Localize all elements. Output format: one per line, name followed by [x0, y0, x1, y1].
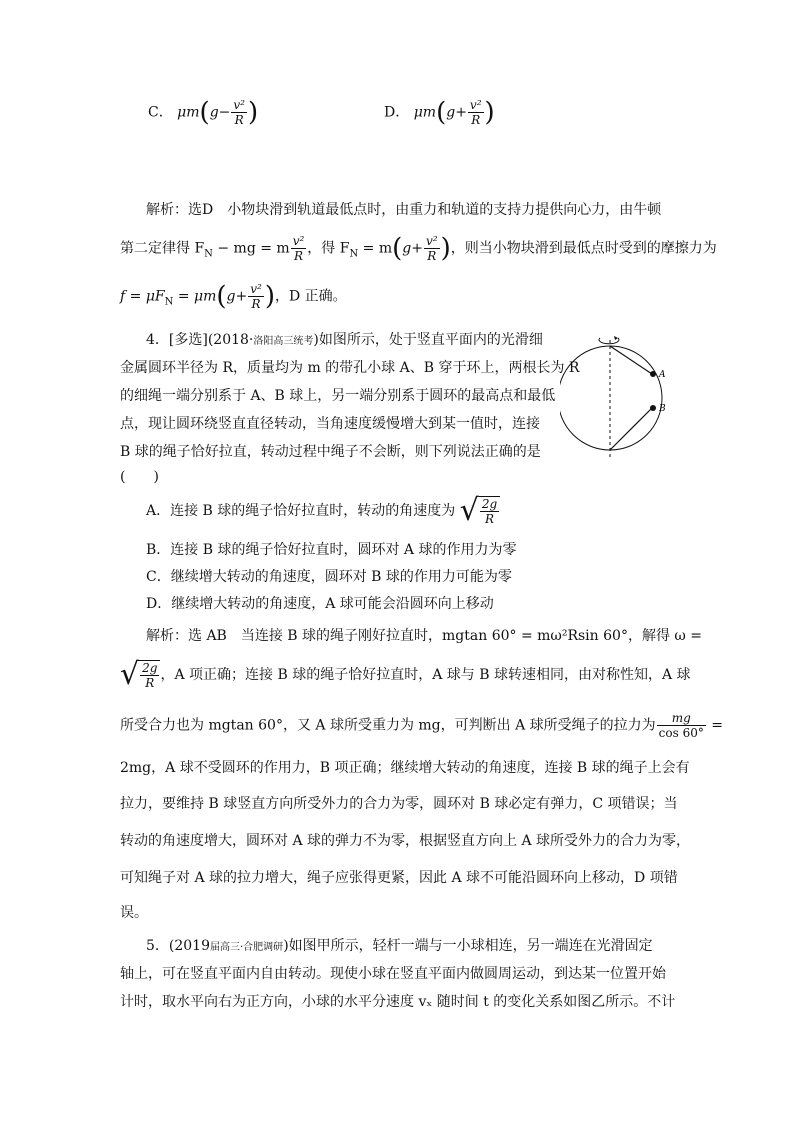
- q4-line4: 点，现让圆环绕竖直直径转动，当角速度缓慢增大到某一值时，连接: [120, 416, 540, 432]
- ball-b: [650, 405, 656, 411]
- q4-opt-a-den: R: [485, 512, 495, 526]
- option-d-den: R: [471, 113, 481, 127]
- q4-line6: ( ): [120, 469, 159, 485]
- q5-line1: [146, 935, 653, 955]
- sol4-text: 所受合力也为 mgtan 60°，又 A 球所受重力为 mg，可判断出 A 球所受绳子的拉力为: [120, 717, 656, 734]
- q4-line5: B 球的绳子恰好拉直，转动过程中绳子不会断，则下列说法正确的是: [120, 444, 541, 460]
- sol3-text: ，得 F: [307, 240, 350, 257]
- option-d: D． μm(g+ $\frac{\text{v²}}{R}$ ): [384, 97, 495, 128]
- q4-text: )如图所示，处于竖直平面内的光滑细: [313, 332, 543, 348]
- sol3-text: 第二定律得 F: [120, 240, 205, 257]
- sol3-sub: N: [349, 248, 359, 260]
- q4-line2: 金属圆环半径为 R，质量均为 m 的带孔小球 A、B 穿于环上，两根长为 R: [120, 360, 580, 376]
- q4-opt-a-num: 2g: [481, 497, 498, 511]
- option-d-mu-m: μm: [413, 104, 437, 121]
- solution4-line1: 解析：选 AB 当连接 B 球的绳子刚好拉直时，mgtan 60° = mω²Rsin 60°，解得 ω =: [146, 628, 702, 644]
- sol3-text: ，则当小物块滑到最低点时受到的摩擦力为: [450, 240, 717, 257]
- q5-text: 5．(2019: [146, 938, 210, 954]
- option-d-label: D．: [384, 104, 410, 121]
- sol3-num: v²: [250, 282, 262, 296]
- sol3-text: g+: [226, 288, 248, 305]
- option-c-num: v²: [233, 98, 245, 112]
- q4-opt-a-text: A．连接 B 球的绳子恰好拉直时，转动的角速度为: [146, 503, 456, 519]
- rope-b: [610, 408, 652, 450]
- sol3-den: R: [251, 297, 261, 311]
- sol3-fraction: [248, 282, 264, 311]
- option-d-num: v²: [469, 98, 482, 112]
- sol4-den: R: [145, 676, 155, 690]
- sol3-num: v²: [292, 234, 305, 248]
- option-c-g: g: [209, 104, 219, 121]
- sol4-text: =: [706, 717, 724, 734]
- solution4-line7: 可知绳子对 A 球的拉力增大，绳子应张得更紧，因此 A 球不可能沿圆环向上移动，D 项错: [120, 870, 678, 886]
- sol4-num: mg: [657, 711, 706, 726]
- q5-source: 届高三·合肥调研: [210, 942, 284, 953]
- solution4-line2: [120, 657, 691, 692]
- option-d-op: +: [455, 104, 467, 121]
- option-c-den: R: [234, 113, 244, 127]
- sol4-text: ，A 项正确；连接 B 球的绳子恰好拉直时，A 球与 B 球转速相同，由对称性知，A 球: [160, 667, 691, 683]
- sol3-fraction: [291, 234, 307, 263]
- ball-a: [650, 371, 656, 377]
- q4-option-c: C．继续增大转动的角速度，圆环对 B 球的作用力可能为零: [146, 569, 512, 585]
- option-d-fraction: [468, 98, 484, 127]
- sol3-sub: N: [204, 248, 213, 260]
- label-b: B: [659, 404, 666, 414]
- option-c-mu-m: μm: [177, 104, 200, 121]
- sol3-text: g+: [402, 240, 423, 257]
- q4-option-d: D．继续增大转动的角速度，A 球可能会沿圆环向上移动: [146, 596, 494, 612]
- ring-diagram: [560, 330, 670, 460]
- solution3-line2: 第二定律得 $F_N$ − mg = m $\frac{\text{v²}}{R}$ ，得 $F_N = m(g+$ $\frac{\text{v²}}{R}$ )，则当小物块滑到最低点时受到的摩擦力为: [120, 233, 717, 264]
- sol3-text: ，D 正确。: [275, 288, 347, 305]
- rotation-arrowhead-icon: [614, 336, 618, 340]
- sol4-fraction: [657, 711, 706, 740]
- sol3-den: R: [427, 249, 437, 263]
- option-c-op: −: [218, 104, 231, 121]
- option-c: C． μm(g− $\frac{\text{v²}}{R}$ ): [148, 97, 259, 128]
- q4-source: 洛阳高三统考: [253, 336, 314, 347]
- sol3-text: − mg = m: [212, 240, 290, 257]
- sol3-den: R: [293, 249, 304, 263]
- option-d-g: g: [446, 104, 456, 121]
- q4-line1: [146, 329, 543, 349]
- sol4-den: cos 60°: [658, 726, 704, 740]
- sqrt-expression: √ $\frac{2g}{R}$: [120, 660, 160, 690]
- sol4-num: 2g: [142, 661, 158, 675]
- solution4-line5: 拉力，要维持 B 球竖直方向所受外力的合力为零，圆环对 B 球必定有弹力，C 项错误；当: [120, 796, 678, 812]
- q4-opt-a-fraction: [480, 497, 499, 526]
- q5-line2: 轴上，可在竖直平面内自由转动。现使小球在竖直平面内做圆周运动，到达某一位置开始: [120, 966, 666, 982]
- option-c-label: C．: [148, 104, 173, 121]
- q4-text: 4．[多选](2018·: [146, 332, 254, 348]
- q5-line3: 计时，取水平向右为正方向，小球的水平分速度 vₓ 随时间 t 的变化关系如图乙所示。不计: [120, 994, 676, 1010]
- q4-line3: 的细绳一端分别系于 A、B 球上，另一端分别系于圆环的最高点和最低: [120, 388, 556, 404]
- sol3-text: = μm: [173, 288, 217, 305]
- q5-text: )如图甲所示，轻杆一端与一小球相连，另一端连在光滑固定: [283, 938, 653, 954]
- sol3-fraction: [424, 234, 440, 263]
- solution4-line8: 误。: [120, 905, 148, 921]
- sol3-text: = m: [358, 240, 393, 257]
- solution4-line6: 转动的角速度增大，圆环对 A 球的弹力不为零，根据竖直方向上 A 球所受外力的合力为零，: [120, 833, 691, 849]
- label-a: A: [659, 370, 666, 380]
- solution4-line4: 2mg，A 球不受圆环的作用力，B 项正确；继续增大转动的角速度，连接 B 球的绳子上会有: [120, 760, 690, 776]
- q4-option-b: B．连接 B 球的绳子恰好拉直时，圆环对 A 球的作用力为零: [146, 542, 517, 558]
- sol3-num: v²: [425, 234, 438, 248]
- q4-option-a: [146, 493, 500, 528]
- solution4-line3: [120, 711, 723, 740]
- solution3-line1: 解析：选D 小物块滑到轨道最低点时，由重力和轨道的支持力提供向心力，由牛顿: [146, 202, 662, 218]
- sqrt-expression: √ $\frac{2g}{R}$: [460, 496, 500, 526]
- sol3-text: f = μF: [120, 288, 165, 305]
- sol4-fraction: [140, 661, 159, 690]
- metal-ring: [560, 346, 662, 450]
- sol3-sub: N: [164, 296, 174, 308]
- solution3-line3: $f = \mu F_N = \mu m(g+$ $\frac{\text{v²}}{R}$ )，D 正确。: [120, 281, 347, 312]
- option-c-fraction: [231, 98, 247, 127]
